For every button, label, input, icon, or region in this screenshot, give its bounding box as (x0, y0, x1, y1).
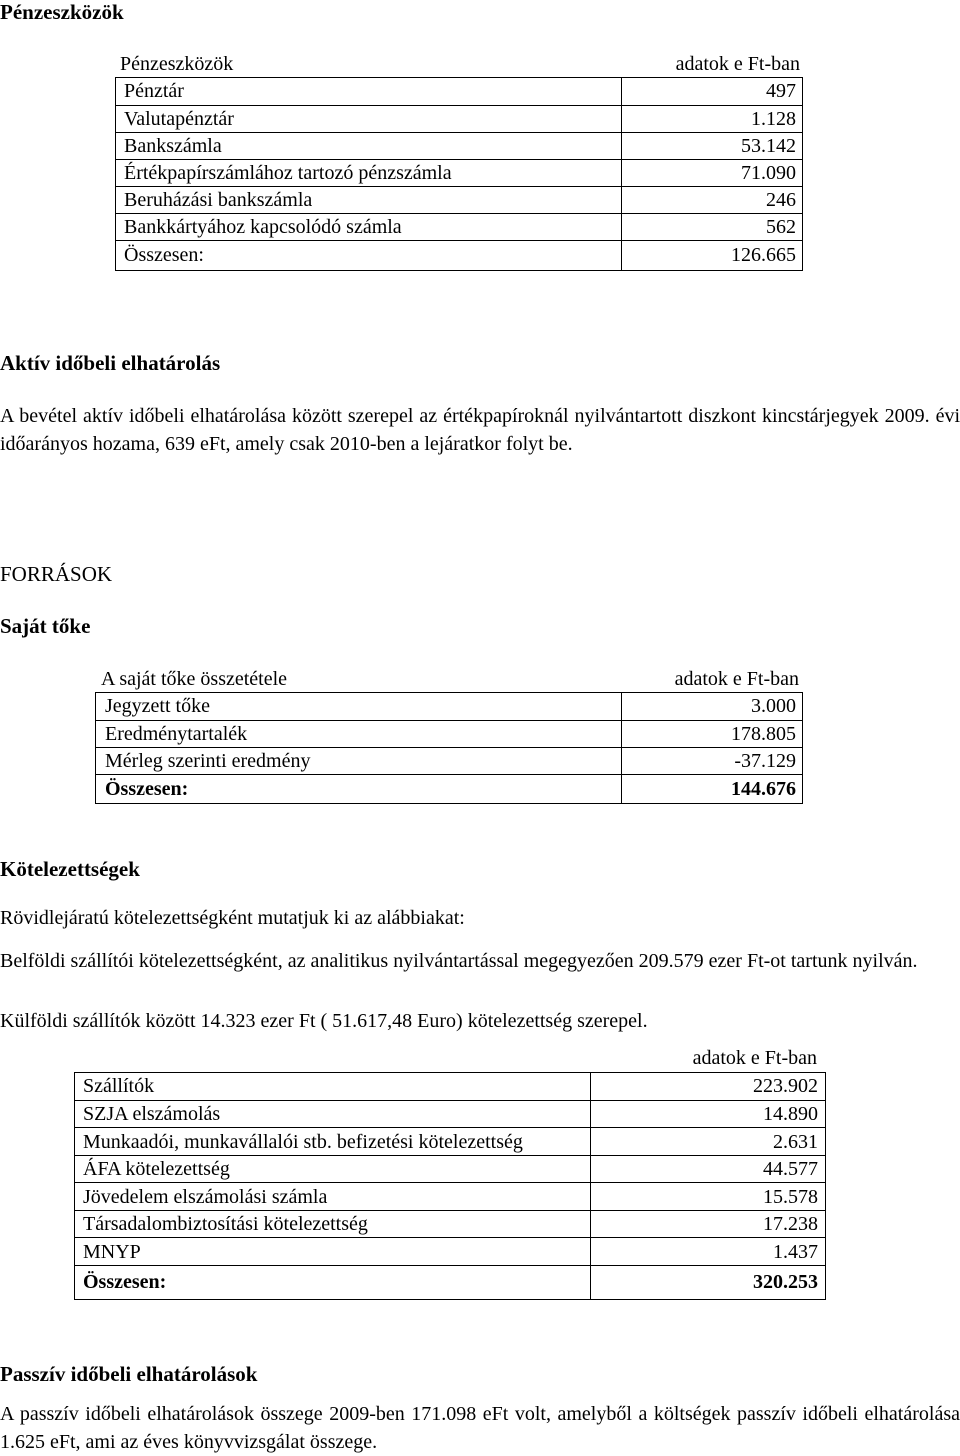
table-row (116, 105, 802, 133)
table3-row-label: SZJA elszámolás (83, 1103, 221, 1125)
table-row (75, 1100, 825, 1128)
table3-row-label: MNYP (83, 1240, 141, 1263)
table3-row-label: ÁFA kötelezettség (83, 1158, 230, 1180)
section-heading-passziv: Passzív időbeli elhatárolások (0, 1362, 258, 1386)
kulfoldi-paragraph: Külföldi szállítók között 14.323 ezer Ft ( 51.617,48 Euro) kötelezettség szerepel. (0, 1010, 648, 1032)
table3-row-value: 15.578 (763, 1185, 818, 1208)
table1 (115, 77, 803, 271)
table3-row-label: Társadalombiztosítási kötelezettség (83, 1213, 368, 1235)
table2-total-label: Összesen: (105, 777, 189, 800)
table-row (75, 1210, 825, 1238)
table1-row-value: 562 (766, 216, 796, 238)
table-row (116, 186, 802, 214)
table2-header-label: A saját tőke összetétele (101, 668, 288, 690)
table3-row-label: Jövedelem elszámolási számla (83, 1185, 328, 1208)
table1-row-value: 1.128 (751, 108, 796, 130)
table2-header (101, 666, 799, 693)
table1-row-label: Pénztár (124, 80, 184, 102)
table2-total-row (96, 774, 802, 803)
table-row (96, 747, 802, 775)
table1-total-row (116, 240, 802, 270)
table3-total-label: Összesen: (83, 1271, 167, 1293)
table-row (75, 1155, 825, 1183)
table1-row-label: Bankkártyához kapcsolódó számla (124, 216, 402, 238)
table1-total-value: 126.665 (731, 244, 796, 266)
table1-total-label: Összesen: (124, 244, 204, 266)
table2-total-value: 144.676 (731, 777, 796, 800)
table2-row-label: Jegyzett tőke (105, 695, 210, 717)
table1-row-value: 53.142 (741, 135, 796, 157)
table2-row-label: Eredménytartalék (105, 723, 248, 745)
table2 (95, 692, 803, 804)
table-row (116, 78, 802, 105)
section-heading-penzeszkozok: Pénzeszközök (0, 0, 124, 24)
table3-row-label: Szállítók (83, 1075, 155, 1097)
table1-row-label: Valutapénztár (124, 108, 234, 130)
aktiv-paragraph: A bevétel aktív időbeli elhatárolása között szerepel az értékpapíroknál nyilvántartott diszkont kincstárjegyek 2009. évi időarányos hozama, 639 eFt, amely csak 2010-ben a lejáratkor folyt be. (0, 405, 960, 455)
table-row (96, 693, 802, 720)
table3-total-value: 320.253 (753, 1271, 818, 1293)
table3-header-unit: adatok e Ft-ban (692, 1047, 817, 1069)
table2-row-value: -37.129 (734, 750, 796, 772)
table-row (116, 159, 802, 187)
kotelezettsegek-intro: Rövidlejáratú kötelezettségként mutatjuk ki az alábbiakat: (0, 907, 465, 929)
table3-row-value: 2.631 (773, 1130, 818, 1153)
section-heading-kotelezettsegek: Kötelezettségek (0, 857, 140, 881)
table1-row-label: Bankszámla (124, 135, 222, 157)
table3-row-value: 14.890 (763, 1103, 818, 1125)
table3-row-value: 1.437 (773, 1240, 818, 1263)
table2-row-value: 3.000 (751, 695, 796, 717)
table-row (75, 1073, 825, 1100)
section-heading-forrasok: FORRÁSOK (0, 562, 113, 586)
table3-total-row (75, 1265, 825, 1299)
table-row (75, 1182, 825, 1211)
belfoldi-paragraph: Belföldi szállítói kötelezettségként, az analitikus nyilvántartással megegyezően 209.579 ezer Ft-ot tartunk nyilván. (0, 950, 918, 972)
table3-row-value: 17.238 (763, 1213, 818, 1235)
table1-row-value: 497 (766, 80, 796, 102)
table1-header (120, 51, 800, 78)
table-row (116, 132, 802, 160)
table2-row-value: 178.805 (731, 723, 796, 745)
table1-header-label: Pénzeszközök (120, 53, 234, 75)
table-row (96, 720, 802, 748)
table3-header (560, 1045, 817, 1072)
table1-row-label: Értékpapírszámlához tartozó pénzszámla (124, 162, 452, 184)
table1-row-label: Beruházási bankszámla (124, 189, 313, 211)
table3-row-label: Munkaadói, munkavállalói stb. befizetési kötelezettség (83, 1130, 523, 1153)
table1-row-value: 246 (766, 189, 796, 211)
table-row (75, 1127, 825, 1156)
table-row (116, 213, 802, 241)
section-heading-aktiv: Aktív időbeli elhatárolás (0, 351, 221, 375)
table-row (75, 1237, 825, 1266)
passziv-paragraph: A passzív időbeli elhatárolások összege 2009-ben 171.098 eFt volt, amelyből a költségek passzív időbeli elhatárolása 1.625 eFt, ami az éves könyvvizsgálat összege. (0, 1403, 960, 1453)
table3 (74, 1072, 826, 1300)
table3-row-value: 223.902 (753, 1075, 818, 1097)
table2-header-unit: adatok e Ft-ban (674, 668, 799, 690)
table2-row-label: Mérleg szerinti eredmény (105, 750, 311, 772)
table1-header-unit: adatok e Ft-ban (675, 53, 800, 75)
section-heading-sajat-toke: Saját tőke (0, 614, 91, 638)
table1-row-value: 71.090 (741, 162, 796, 184)
table3-row-value: 44.577 (763, 1158, 818, 1180)
